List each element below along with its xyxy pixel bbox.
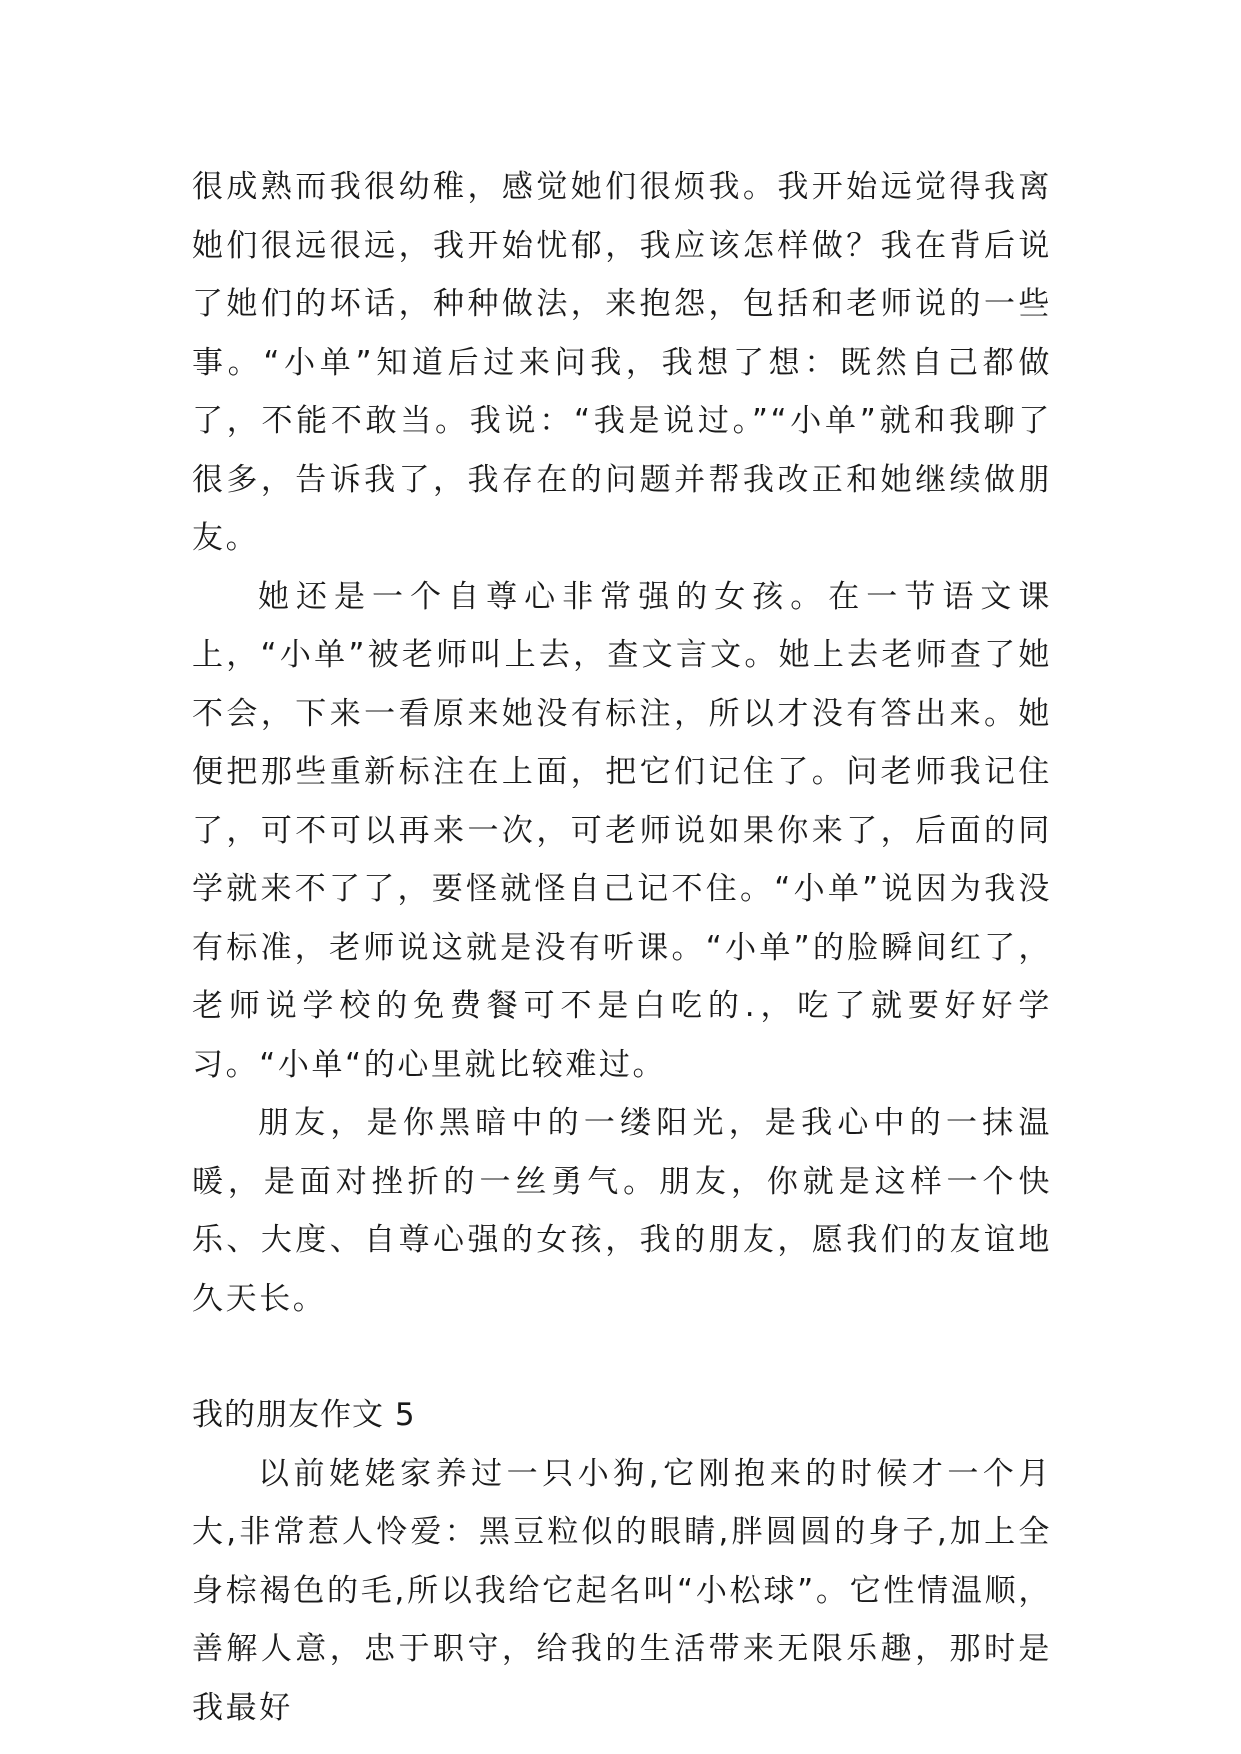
paragraph-2: 她还是一个自尊心非常强的女孩。在一节语文课上，“小单”被老师叫上去，查文言文。她上去老师查了她不会，下来一看原来她没有标注，所以才没有答出来。她便把那些重新标注在上面，把它们记住了。问老师我记住了，可不可以再来一次，可老师说如果你来了，后面的同学就来不了了，要怪就怪自己记不住。“小单”说因为我没有标准，老师说这就是没有听课。“小单”的脸瞬间红了，老师说学校的免费餐可不是白吃的.，吃了就要好好学习。“小单“的心里就比较难过。 xyxy=(192,578,1052,1083)
section-title: 我的朋友作文 5 xyxy=(192,1397,416,1433)
section-gap xyxy=(192,1328,1052,1386)
document-body xyxy=(192,158,1052,1737)
paragraph-3: 朋友，是你黑暗中的一缕阳光，是我心中的一抹温暖，是面对挫折的一丝勇气。朋友，你就是这样一个快乐、大度、自尊心强的女孩，我的朋友，愿我们的友谊地久天长。 xyxy=(192,1105,1052,1317)
paragraph-1: 很成熟而我很幼稚，感觉她们很烦我。我开始远觉得我离她们很远很远，我开始忧郁，我应该怎样做？我在背后说了她们的坏话，种种做法，来抱怨，包括和老师说的一些事。“小单”知道后过来问我，我想了想：既然自己都做了，不能不敢当。我说：“我是说过。”“小单”就和我聊了很多，告诉我了，我存在的问题并帮我改正和她继续做朋友。 xyxy=(192,169,1052,556)
paragraph-4: 以前姥姥家养过一只小狗,它刚抱来的时候才一个月大,非常惹人怜爱：黑豆粒似的眼睛,胖圆圆的身子,加上全身棕褐色的毛,所以我给它起名叫“小松球”。它性情温顺，善解人意，忠于职守，给我的生活带来无限乐趣，那时是我最好 xyxy=(192,1455,1052,1726)
